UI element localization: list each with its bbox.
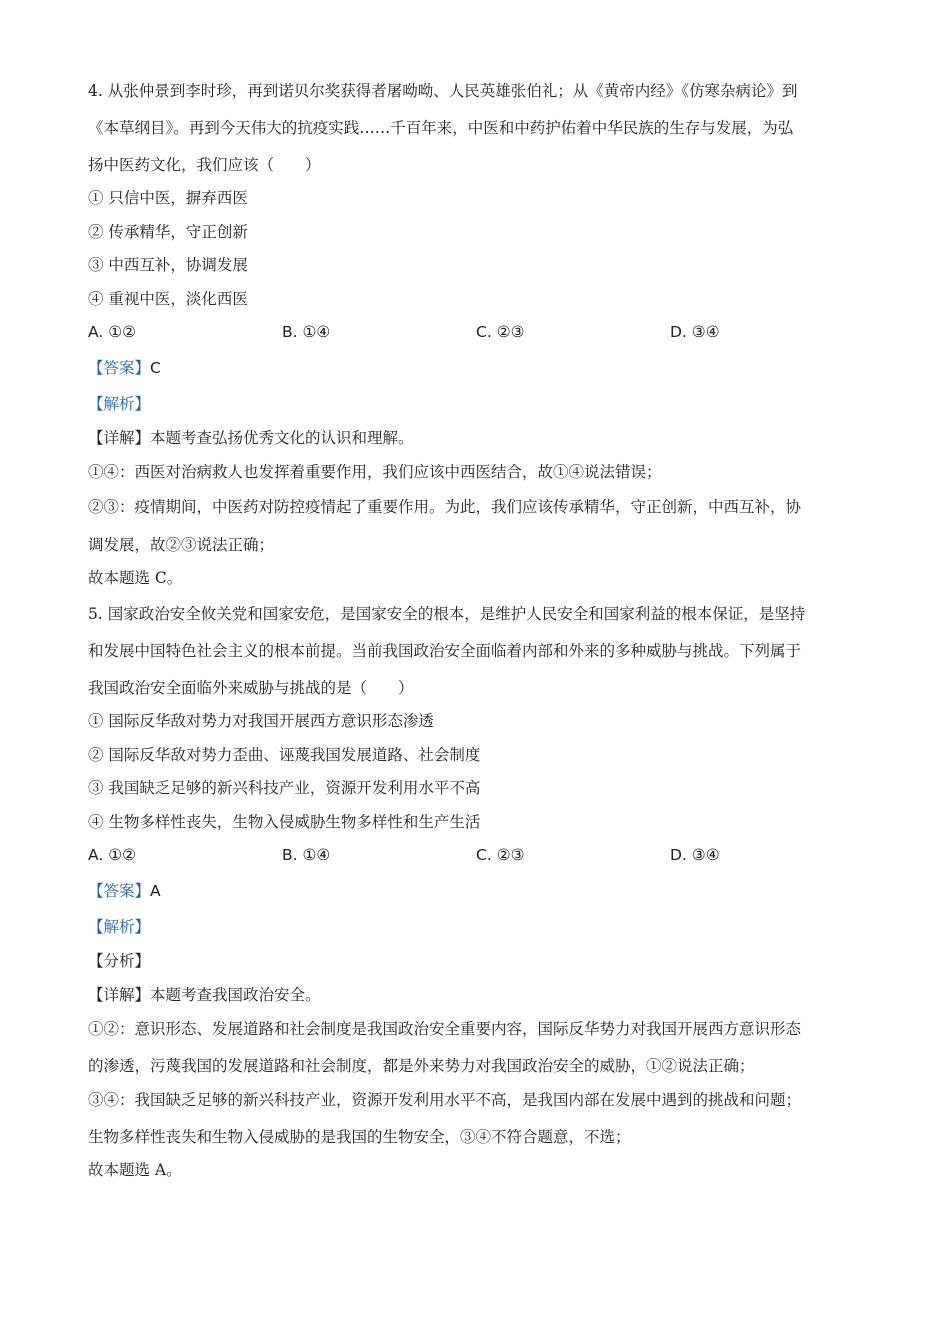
- q4-stem-line-3: 扬中医药文化，我们应该（ ）: [88, 156, 321, 174]
- q4-stem-line-1: 4. 从张仲景到李时珍，再到诺贝尔奖获得者屠呦呦、人民英雄张伯礼；从《黄帝内经》《仿寒杂病论》到: [88, 82, 798, 100]
- q4-option-a: A. ①②: [88, 323, 136, 341]
- q5-option-a: A. ①②: [88, 846, 136, 864]
- q4-item-4: ④ 重视中医，淡化西医: [88, 290, 248, 308]
- q4-detail-5: 故本题选 C。: [88, 569, 183, 587]
- q4-option-c: C. ②③: [476, 323, 525, 341]
- q5-detail-1: 【分析】: [88, 952, 151, 970]
- q4-option-b: B. ①④: [282, 323, 331, 341]
- q5-option-c: C. ②③: [476, 846, 525, 864]
- q4-analysis-tag: 【解析】: [88, 395, 151, 413]
- q5-detail-6: 生物多样性丧失和生物入侵威胁的是我国的生物安全，③④不符合题意，不选；: [88, 1128, 631, 1146]
- q5-detail-4: 的渗透，污蔑我国的发展道路和社会制度，都是外来势力对我国政治安全的威胁，①②说法正确；: [88, 1057, 755, 1075]
- q4-answer-tag: 【答案】: [88, 359, 151, 377]
- q5-answer-value: A: [150, 882, 161, 900]
- q5-option-d: D. ③④: [670, 846, 720, 864]
- q5-stem-line-1: 5. 国家政治安全攸关党和国家安危，是国家安全的根本，是维护人民安全和国家利益的根本保证，是坚持: [88, 605, 806, 623]
- q4-item-3: ③ 中西互补，协调发展: [88, 256, 248, 274]
- q5-detail-2: 【详解】本题考查我国政治安全。: [88, 986, 321, 1004]
- q4-detail-1: 【详解】本题考查弘扬优秀文化的认识和理解。: [88, 429, 414, 447]
- q5-stem-line-2: 和发展中国特色社会主义的根本前提。当前我国政治安全面临着内部和外来的多种威胁与挑战。下列属于: [88, 642, 802, 660]
- q4-detail-3: ②③：疫情期间，中医药对防控疫情起了重要作用。为此，我们应该传承精华，守正创新，中西互补，协: [88, 498, 802, 516]
- q5-item-1: ① 国际反华敌对势力对我国开展西方意识形态渗透: [88, 712, 434, 730]
- q4-detail-4: 调发展，故②③说法正确；: [88, 536, 275, 554]
- q5-answer-tag: 【答案】: [88, 882, 151, 900]
- q4-stem-line-2: 《本草纲目》。再到今天伟大的抗疫实践……千百年来，中医和中药护佑着中华民族的生存与发展，为弘: [88, 119, 794, 137]
- q5-item-3: ③ 我国缺乏足够的新兴科技产业，资源开发利用水平不高: [88, 779, 481, 797]
- q4-detail-2: ①④：西医对治病救人也发挥着重要作用，我们应该中西医结合，故①④说法错误；: [88, 463, 662, 481]
- q5-stem-line-3: 我国政治安全面临外来威胁与挑战的是（ ）: [88, 679, 414, 697]
- q5-answer: [88, 881, 161, 901]
- q5-item-2: ② 国际反华敌对势力歪曲、诬蔑我国发展道路、社会制度: [88, 746, 481, 764]
- q5-detail-5: ③④：我国缺乏足够的新兴科技产业，资源开发利用水平不高，是我国内部在发展中遇到的挑战和问题；: [88, 1091, 802, 1109]
- q4-item-1: ① 只信中医，摒弃西医: [88, 189, 248, 207]
- q4-option-d: D. ③④: [670, 323, 720, 341]
- q4-item-2: ② 传承精华，守正创新: [88, 223, 248, 241]
- q4-answer: [88, 358, 161, 378]
- q5-detail-7: 故本题选 A。: [88, 1161, 182, 1179]
- q4-answer-value: C: [150, 359, 161, 377]
- q5-analysis-tag: 【解析】: [88, 918, 151, 936]
- q5-item-4: ④ 生物多样性丧失，生物入侵威胁生物多样性和生产生活: [88, 813, 481, 831]
- q5-option-b: B. ①④: [282, 846, 331, 864]
- q5-detail-3: ①②：意识形态、发展道路和社会制度是我国政治安全重要内容，国际反华势力对我国开展西方意识形态: [88, 1020, 802, 1038]
